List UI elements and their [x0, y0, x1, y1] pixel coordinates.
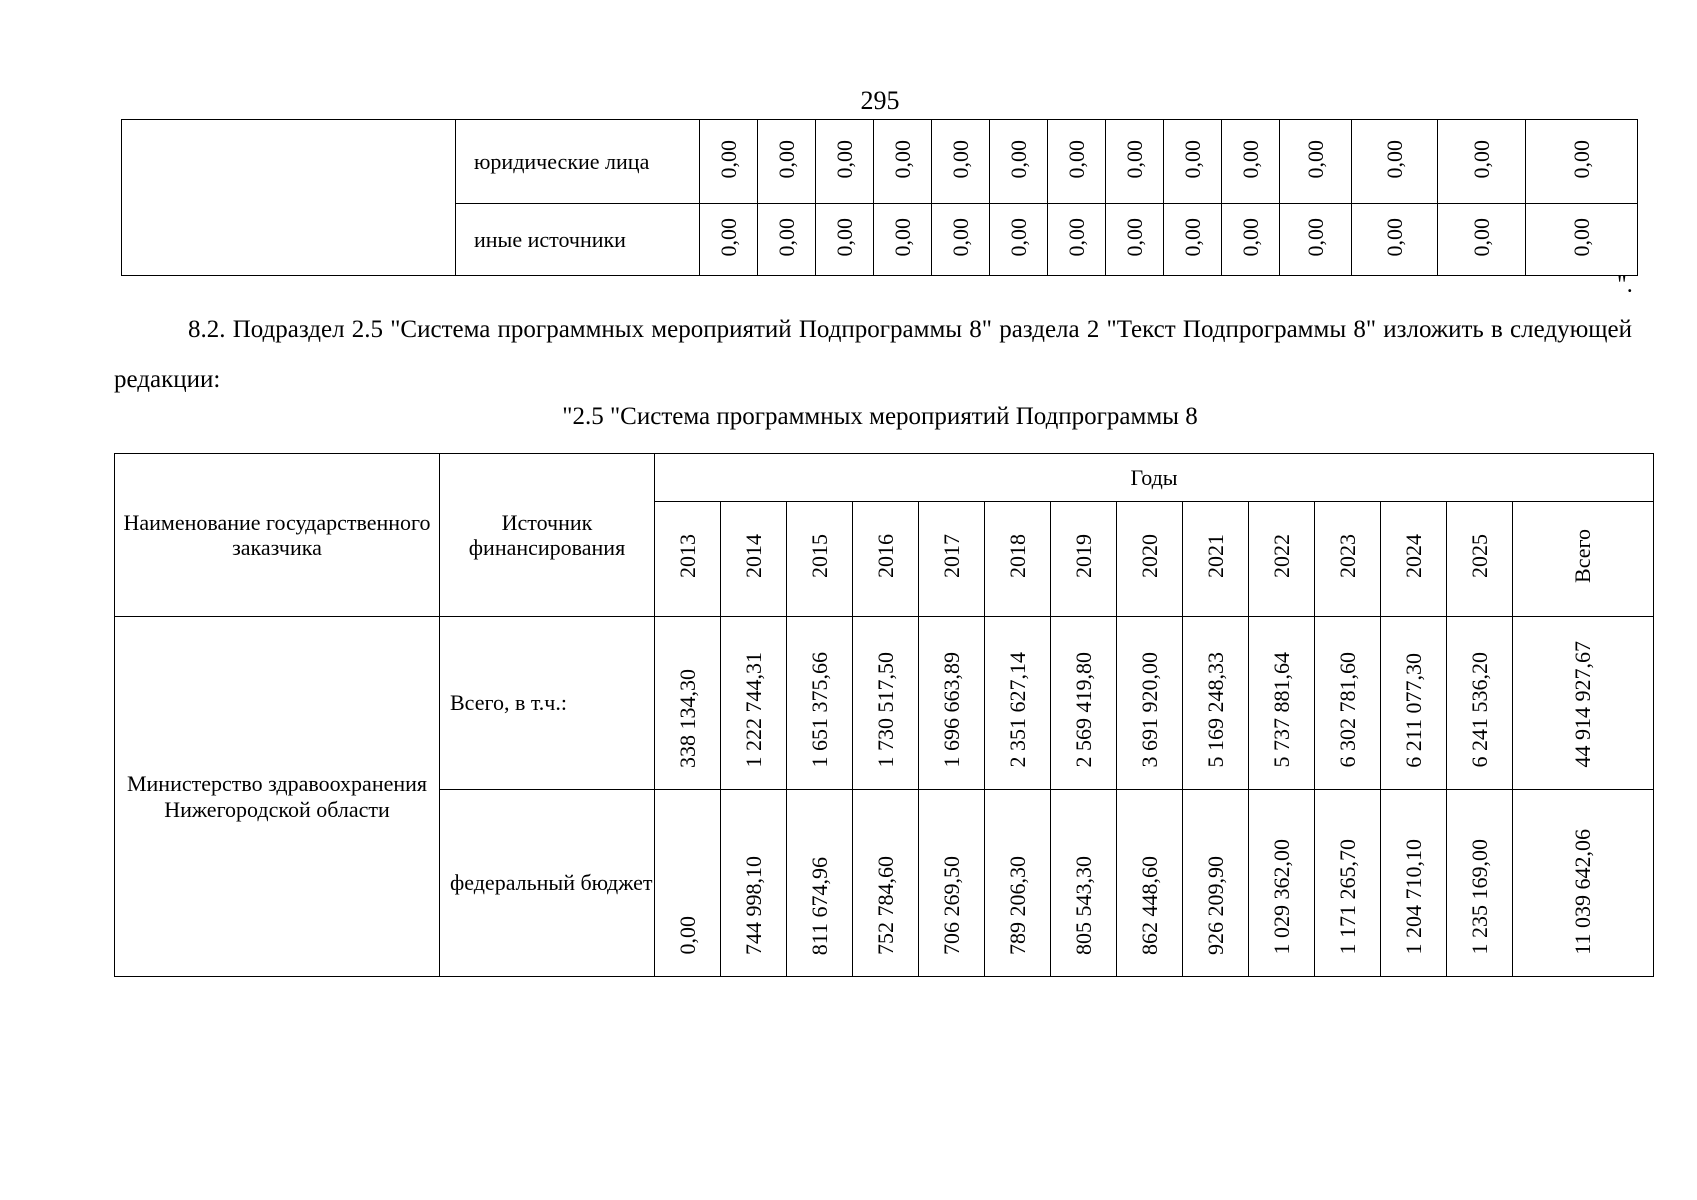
- value-cell: 752 784,60: [872, 855, 898, 955]
- value-cell: 0,00: [1568, 139, 1594, 179]
- value-cell: 0,00: [831, 139, 857, 179]
- source-cell: юридические лица: [456, 120, 700, 204]
- year-header: 2014: [740, 534, 766, 579]
- year-header: 2018: [1004, 534, 1030, 579]
- value-cell: 1 171 265,70: [1334, 839, 1360, 955]
- value-cell: 0,00: [1005, 139, 1031, 179]
- value-cell: 1 029 362,00: [1268, 839, 1294, 955]
- value-cell: 5 169 248,33: [1202, 652, 1228, 768]
- year-header: 2021: [1202, 534, 1228, 579]
- value-cell: 0,00: [889, 139, 915, 179]
- section-subtitle: "2.5 "Система программных мероприятий Подпрограммы 8: [562, 403, 1198, 430]
- value-cell: 5 737 881,64: [1268, 652, 1294, 768]
- value-cell: 0,00: [1121, 217, 1147, 257]
- year-header: 2020: [1136, 534, 1162, 579]
- value-cell: 2 569 419,80: [1070, 652, 1096, 768]
- value-cell: 0,00: [1468, 217, 1494, 257]
- source-cell: Всего, в т.ч.:: [440, 617, 655, 790]
- total-value-cell: 44 914 927,67: [1570, 641, 1596, 768]
- value-cell: 0,00: [1063, 217, 1089, 257]
- table-row: [115, 617, 1654, 790]
- value-cell: 926 209,90: [1202, 855, 1228, 955]
- value-cell: 0,00: [1063, 139, 1089, 179]
- value-cell: 1 222 744,31: [740, 652, 766, 768]
- value-cell: 1 696 663,89: [938, 652, 964, 768]
- value-cell: 805 543,30: [1070, 855, 1096, 955]
- value-cell: 0,00: [947, 217, 973, 257]
- source-cell: иные источники: [456, 204, 700, 276]
- year-header: 2016: [872, 534, 898, 579]
- year-header: 2017: [938, 534, 964, 579]
- value-cell: 0,00: [1302, 139, 1328, 179]
- year-header: 2022: [1268, 534, 1294, 579]
- value-cell: 3 691 920,00: [1136, 652, 1162, 768]
- customer-cell: Министерство здравоохранения Нижегородской области: [115, 617, 440, 977]
- value-cell: 0,00: [1302, 217, 1328, 257]
- value-cell: 0,00: [947, 139, 973, 179]
- header-years: Годы: [655, 454, 1654, 502]
- value-cell: 0,00: [889, 217, 915, 257]
- value-cell: 1 651 375,66: [806, 652, 832, 768]
- value-cell: 0,00: [1568, 217, 1594, 257]
- value-cell: 0,00: [1381, 217, 1407, 257]
- page-number: 295: [860, 86, 900, 115]
- value-cell: 0,00: [1237, 217, 1263, 257]
- value-cell: 0,00: [1468, 139, 1494, 179]
- year-header: 2013: [674, 534, 700, 579]
- value-cell: 811 674,96: [806, 856, 832, 955]
- year-header: 2024: [1400, 534, 1426, 579]
- table-header-row: [115, 454, 1654, 502]
- value-cell: 6 241 536,20: [1466, 652, 1492, 768]
- source-cell: федеральный бюджет: [440, 790, 655, 977]
- value-cell: 706 269,50: [938, 855, 964, 955]
- year-header: 2015: [806, 534, 832, 579]
- value-cell: 0,00: [674, 916, 700, 955]
- year-header: 2019: [1070, 534, 1096, 579]
- year-header: 2025: [1466, 534, 1492, 579]
- value-cell: 0,00: [831, 217, 857, 257]
- value-cell: 862 448,60: [1136, 855, 1162, 955]
- value-cell: 0,00: [773, 217, 799, 257]
- value-cell: 6 211 077,30: [1400, 653, 1426, 768]
- value-cell: 0,00: [1005, 217, 1031, 257]
- header-customer: Наименование государственного заказчика: [115, 454, 440, 617]
- total-header: Всего: [1570, 529, 1596, 584]
- value-cell: 0,00: [1179, 217, 1205, 257]
- value-cell: 1 204 710,10: [1400, 839, 1426, 955]
- value-cell: 0,00: [1381, 139, 1407, 179]
- total-value-cell: 11 039 642,06: [1570, 829, 1596, 955]
- header-source: Источник финансирования: [440, 454, 655, 617]
- value-cell: 0,00: [715, 217, 741, 257]
- year-header: 2023: [1334, 534, 1360, 579]
- amendment-paragraph: 8.2. Подраздел 2.5 "Система программных мероприятий Подпрограммы 8" раздела 2 "Текст Подпрограммы 8" изложить в следующей редакции:: [114, 316, 1632, 393]
- table-row: [122, 120, 1638, 204]
- value-cell: 789 206,30: [1004, 855, 1030, 955]
- value-cell: 6 302 781,60: [1334, 652, 1360, 768]
- program-activities-table: [114, 453, 1654, 977]
- value-cell: 0,00: [773, 139, 799, 179]
- value-cell: 338 134,30: [674, 668, 700, 768]
- empty-customer-cell: [122, 120, 456, 276]
- value-cell: 744 998,10: [740, 855, 766, 955]
- value-cell: 1 235 169,00: [1466, 839, 1492, 955]
- value-cell: 0,00: [1237, 139, 1263, 179]
- value-cell: 1 730 517,50: [872, 652, 898, 768]
- value-cell: 2 351 627,14: [1004, 652, 1030, 768]
- closing-quote: ".: [1617, 272, 1633, 298]
- value-cell: 0,00: [1179, 139, 1205, 179]
- value-cell: 0,00: [1121, 139, 1147, 179]
- continuation-table: [121, 119, 1638, 276]
- value-cell: 0,00: [715, 139, 741, 179]
